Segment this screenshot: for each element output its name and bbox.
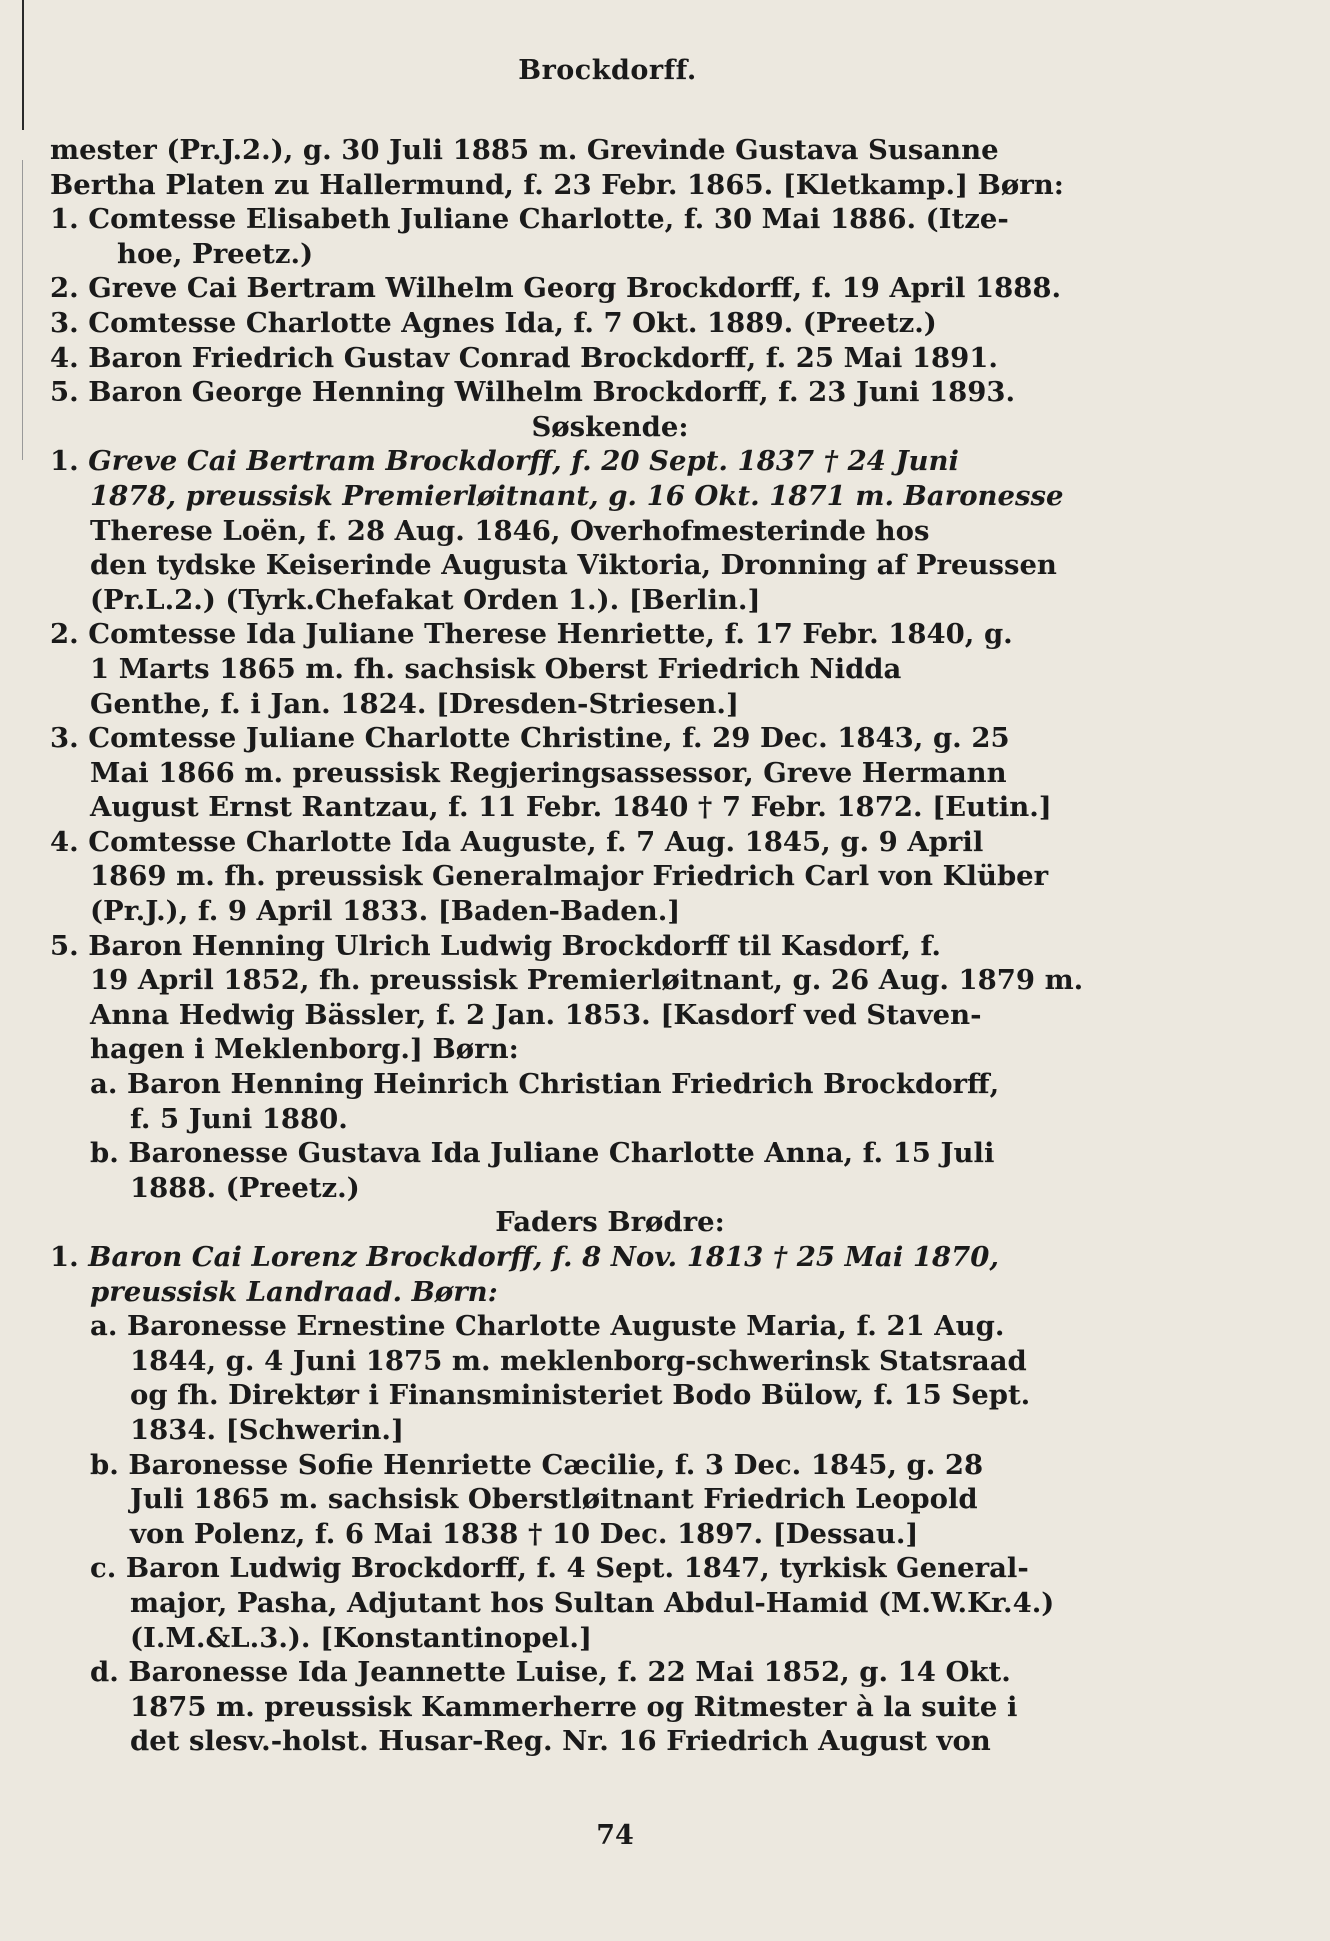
entry-text: det slesv.-holst. Husar-Reg. Nr. 16 Friedrich August von: [130, 1725, 991, 1758]
list-item-continuation: [50, 652, 1170, 687]
entry-text: 1834. [Schwerin.]: [130, 1413, 404, 1446]
list-item: [50, 444, 1170, 479]
sub-list-item-continuation: [50, 1586, 1170, 1621]
intro-line: Bertha Platen zu Hallermund, f. 23 Febr. 1865. [Kletkamp.] Børn:: [50, 168, 1064, 201]
entry-number: 5.: [50, 376, 79, 409]
list-item-continuation: [50, 479, 1170, 514]
entry-text: Juli 1865 m. sachsisk Oberstløitnant Friedrich Leopold: [130, 1483, 978, 1516]
entry-text: 1878, preussisk Premierløitnant, g. 16 Okt. 1871 m. Baronesse: [90, 479, 1064, 512]
sub-list-item-continuation: [50, 1171, 1170, 1206]
entry-number: 4.: [50, 341, 79, 374]
section-heading-uncles: Faders Brødre:: [495, 1206, 725, 1239]
entry-letter: d.: [90, 1656, 119, 1689]
entry-text: Therese Loën, f. 28 Aug. 1846, Overhofmesterinde hos: [90, 514, 930, 547]
entry-letter: c.: [90, 1552, 117, 1585]
entry-text: og fh. Direktør i Finansministeriet Bodo Bülow, f. 15 Sept.: [130, 1379, 1031, 1412]
list-item-continuation: [50, 583, 1170, 618]
entry-text: Greve Cai Bertram Wilhelm Georg Brockdorff, f. 19 April 1888.: [88, 272, 1062, 305]
entry-number: 3.: [50, 306, 79, 339]
entry-text: Baron Friedrich Gustav Conrad Brockdorff, f. 25 Mai 1891.: [88, 341, 998, 374]
list-item: [50, 202, 1170, 237]
entry-text: 1 Marts 1865 m. fh. sachsisk Oberst Friedrich Nidda: [90, 652, 902, 685]
entry-text: Greve Cai Bertram Brockdorff, f. 20 Sept. 1837 † 24 Juni: [88, 445, 959, 478]
entry-text: Mai 1866 m. preussisk Regjeringsassessor, Greve Hermann: [90, 756, 1007, 789]
entry-text: Comtesse Elisabeth Juliane Charlotte, f. 30 Mai 1886. (Itze-: [88, 203, 1009, 236]
entry-text: major, Pasha, Adjutant hos Sultan Abdul-Hamid (M.W.Kr.4.): [130, 1586, 1055, 1619]
entry-text: Baron Ludwig Brockdorff, f. 4 Sept. 1847, tyrkisk General-: [125, 1552, 1029, 1585]
entry-text: Baron Henning Heinrich Christian Friedrich Brockdorff,: [126, 1068, 1000, 1101]
children-list: [50, 202, 1170, 410]
sub-list-item-continuation: [50, 1378, 1170, 1413]
sub-list-item-continuation: [50, 1517, 1170, 1552]
entry-text: Comtesse Charlotte Ida Auguste, f. 7 Aug. 1845, g. 9 April: [88, 825, 984, 858]
entry-text: Comtesse Ida Juliane Therese Henriette, f. 17 Febr. 1840, g.: [88, 618, 1013, 651]
entry-number: 2.: [50, 272, 79, 305]
siblings-list: [50, 444, 1170, 1205]
entry-number: 2.: [50, 618, 79, 651]
list-item: [50, 341, 1170, 376]
sub-list-item-continuation: [50, 1344, 1170, 1379]
entry-text: Baronesse Sofie Henriette Cæcilie, f. 3 Dec. 1845, g. 28: [128, 1448, 984, 1481]
entry-text: (I.M.&L.3.). [Konstantinopel.]: [130, 1621, 592, 1654]
intro-line: mester (Pr.J.2.), g. 30 Juli 1885 m. Grevinde Gustava Susanne: [50, 134, 999, 166]
entry-text: Comtesse Charlotte Agnes Ida, f. 7 Okt. 1889. (Preetz.): [88, 306, 937, 339]
entry-text: Anna Hedwig Bässler, f. 2 Jan. 1853. [Kasdorf ved Staven-: [90, 998, 982, 1031]
list-item: [50, 721, 1170, 756]
list-item: [50, 271, 1170, 306]
list-item-continuation: [50, 756, 1170, 791]
entry-text: Baron Henning Ulrich Ludwig Brockdorff til Kasdorf, f.: [88, 929, 941, 962]
list-item: [50, 825, 1170, 860]
section-heading-siblings: Søskende:: [531, 410, 689, 443]
entry-text: Baronesse Ida Jeannette Luise, f. 22 Mai 1852, g. 14 Okt.: [128, 1656, 1011, 1689]
entry-text: f. 5 Juni 1880.: [130, 1102, 348, 1135]
entry-letter: a.: [90, 1310, 118, 1343]
list-item-continuation: [50, 1275, 1170, 1310]
entry-text: 1875 m. preussisk Kammerherre og Ritmester à la suite i: [130, 1690, 1018, 1723]
entry-text: hoe, Preetz.): [117, 237, 314, 270]
entry-number: 1.: [50, 203, 79, 236]
entry-text: (Pr.L.2.) (Tyrk.Chefakat Orden 1.). [Berlin.]: [90, 583, 761, 616]
list-item: [50, 929, 1170, 964]
sub-list-item-continuation: [50, 1482, 1170, 1517]
entry-text: hagen i Meklenborg.] Børn:: [90, 1033, 519, 1066]
entry-text: 1869 m. fh. preussisk Generalmajor Friedrich Carl von Klüber: [90, 860, 1049, 893]
entry-number: 5.: [50, 929, 79, 962]
sub-list-item: [50, 1309, 1170, 1344]
entry-text: den tydske Keiserinde Augusta Viktoria, Dronning af Preussen: [90, 549, 1057, 582]
list-item-continuation: [50, 894, 1170, 929]
sub-list-item-continuation: [50, 1724, 1170, 1759]
list-item-continuation: [50, 998, 1170, 1033]
entry-text: August Ernst Rantzau, f. 11 Febr. 1840 † 7 Febr. 1872. [Eutin.]: [90, 791, 1052, 824]
sub-list-item: [50, 1136, 1170, 1171]
entry-number: 1.: [50, 445, 79, 478]
sub-list-item-continuation: [50, 1690, 1170, 1725]
entry-text: Comtesse Juliane Charlotte Christine, f. 29 Dec. 1843, g. 25: [88, 722, 1010, 755]
sub-list-item-continuation: [50, 1102, 1170, 1137]
uncles-list: [50, 1240, 1170, 1759]
list-item-continuation: [50, 548, 1170, 583]
entry-text: Baron Cai Lorenz Brockdorff, f. 8 Nov. 1813 † 25 Mai 1870,: [88, 1241, 1000, 1273]
list-item-continuation: [50, 790, 1170, 825]
page-body: [50, 133, 1170, 1759]
entry-text: Baronesse Gustava Ida Juliane Charlotte Anna, f. 15 Juli: [128, 1137, 995, 1170]
sub-list-item: [50, 1448, 1170, 1483]
entry-text: Baronesse Ernestine Charlotte Auguste Maria, f. 21 Aug.: [126, 1310, 1005, 1343]
sub-list-item-continuation: [50, 1413, 1170, 1448]
list-item-continuation: [50, 514, 1170, 549]
page-number: 74: [596, 1820, 634, 1851]
sub-list-item: [50, 1655, 1170, 1690]
page-header: Brockdorff.: [518, 55, 697, 86]
list-item-continuation: [50, 859, 1170, 894]
list-item: [50, 617, 1170, 652]
entry-letter: a.: [90, 1068, 118, 1101]
entry-text: 1888. (Preetz.): [130, 1171, 360, 1204]
sub-list-item: [50, 1067, 1170, 1102]
binding-edge-faint: [22, 160, 23, 460]
entry-text: 19 April 1852, fh. preussisk Premierløitnant, g. 26 Aug. 1879 m.: [90, 964, 1084, 997]
list-item: [50, 1240, 1170, 1275]
entry-text: Genthe, f. i Jan. 1824. [Dresden-Striesen.]: [90, 687, 740, 720]
sub-list-item: [50, 1551, 1170, 1586]
list-item-continuation: [50, 687, 1170, 722]
list-item-continuation: [50, 963, 1170, 998]
entry-text: preussisk Landraad. Børn:: [90, 1275, 498, 1308]
entry-number: 4.: [50, 825, 79, 858]
list-item-continuation: [50, 237, 1170, 272]
entry-letter: b.: [90, 1137, 119, 1170]
entry-text: von Polenz, f. 6 Mai 1838 † 10 Dec. 1897. [Dessau.]: [130, 1517, 919, 1550]
entry-text: (Pr.J.), f. 9 April 1833. [Baden-Baden.]: [90, 895, 681, 928]
sub-list-item-continuation: [50, 1621, 1170, 1656]
entry-letter: b.: [90, 1448, 119, 1481]
entry-number: 3.: [50, 722, 79, 755]
entry-text: Baron George Henning Wilhelm Brockdorff, f. 23 Juni 1893.: [88, 376, 1016, 409]
entry-text: 1844, g. 4 Juni 1875 m. meklenborg-schwerinsk Statsraad: [130, 1344, 1027, 1377]
entry-number: 1.: [50, 1241, 79, 1273]
list-item: [50, 306, 1170, 341]
list-item: [50, 375, 1170, 410]
list-item-continuation: [50, 1032, 1170, 1067]
